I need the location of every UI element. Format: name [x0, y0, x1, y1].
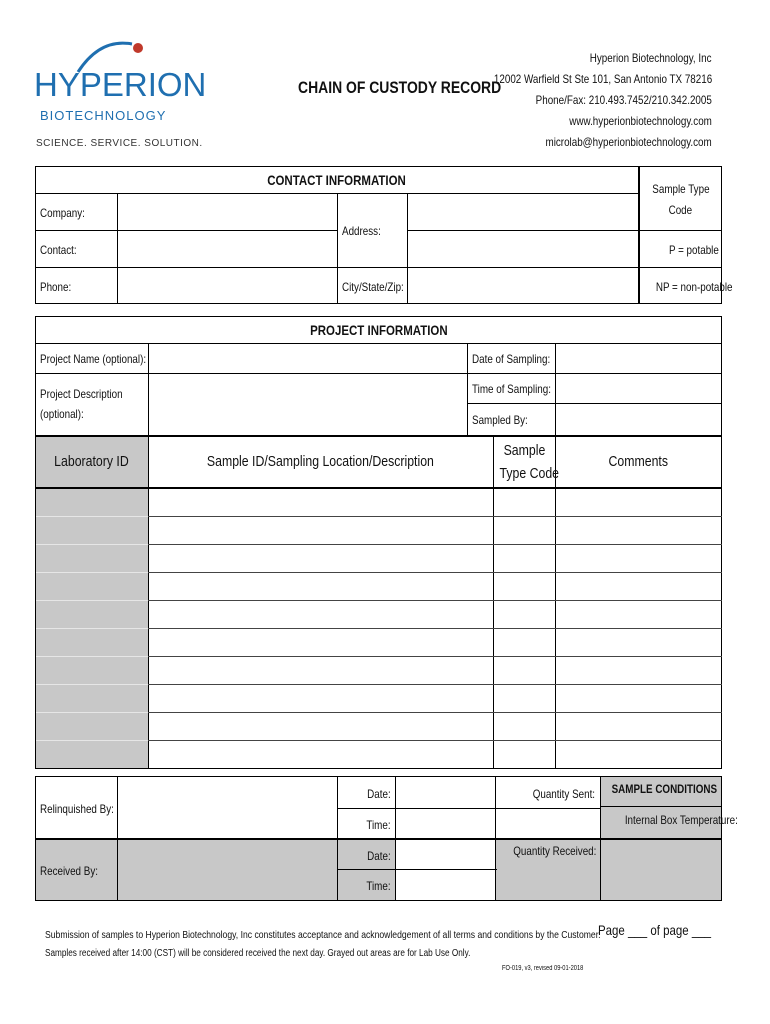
company-email: microlab@hyperionbiotechnology.com [545, 135, 712, 149]
lab-id-cell [36, 545, 148, 571]
sample-id-cell[interactable] [149, 685, 493, 711]
contact-label: Contact: [40, 243, 77, 257]
company-name: Hyperion Biotechnology, Inc [590, 51, 712, 65]
phone-label: Phone: [40, 280, 72, 294]
sample-type-code-cell[interactable] [494, 545, 555, 571]
company-website: www.hyperionbiotechnology.com [569, 114, 712, 128]
sample-id-cell[interactable] [149, 629, 493, 655]
address-label: Address: [342, 224, 381, 238]
comments-cell[interactable] [556, 685, 721, 711]
logo-tagline: SCIENCE. SERVICE. SOLUTION. [36, 138, 203, 149]
lab-id-cell [36, 517, 148, 543]
sample-type-code-cell[interactable] [494, 489, 555, 515]
time-of-sampling-field[interactable] [556, 374, 721, 403]
sample-type-code-cell[interactable] [494, 517, 555, 543]
time-of-sampling-label: Time of Sampling: [472, 382, 551, 396]
company-phone: Phone/Fax: 210.493.7452/210.342.2005 [535, 93, 712, 107]
lab-id-cell [36, 629, 148, 655]
contact-field[interactable] [118, 231, 336, 267]
date-of-sampling-label: Date of Sampling: [472, 352, 551, 366]
company-field[interactable] [118, 194, 336, 230]
sample-type-code-cell[interactable] [494, 685, 555, 711]
sample-type-code-cell[interactable] [494, 657, 555, 683]
quantity-sent-field[interactable] [496, 809, 599, 838]
comments-cell[interactable] [556, 657, 721, 683]
received-date-label: Date: [367, 849, 391, 863]
comments-cell[interactable] [556, 713, 721, 739]
sample-id-cell[interactable] [149, 573, 493, 599]
address-field[interactable] [408, 194, 638, 267]
company-address: 12002 Warfield St Ste 101, San Antonio TX 78216 [493, 72, 712, 86]
terms-text: Submission of samples to Hyperion Biotechnology, Inc constitutes acceptance and acknowledgement of all terms and conditions by the Customer. [45, 929, 601, 941]
comments-cell[interactable] [556, 545, 721, 571]
sample-id-cell[interactable] [149, 657, 493, 683]
received-date-field[interactable] [396, 840, 494, 869]
received-by-label: Received By: [40, 864, 98, 878]
lab-id-cell [36, 489, 148, 515]
project-description-label-2: (optional): [40, 407, 84, 421]
lab-id-cell [36, 713, 148, 739]
relinquished-by-field[interactable] [118, 777, 336, 838]
sampled-by-label: Sampled By: [472, 413, 528, 427]
non-potable-key: NP = non-potable [655, 280, 733, 294]
sample-type-key-title: Sample Type [651, 182, 710, 196]
project-info-title: PROJECT INFORMATION [309, 322, 448, 338]
sample-type-code-cell[interactable] [494, 573, 555, 599]
lab-id-cell [36, 601, 148, 627]
sample-type-code-cell[interactable] [494, 601, 555, 627]
sample-type-code-cell[interactable] [494, 629, 555, 655]
potable-key: P = potable [669, 243, 719, 257]
relinquished-by-label: Relinquished By: [40, 802, 114, 816]
phone-field[interactable] [118, 268, 336, 304]
received-by-field[interactable] [118, 840, 336, 900]
logo-subtitle: BIOTECHNOLOGY [40, 108, 167, 123]
sample-type-key-title-2: Code [668, 203, 693, 217]
quantity-sent-label: Quantity Sent: [532, 787, 595, 801]
comments-cell[interactable] [556, 741, 721, 767]
sample-id-cell[interactable] [149, 517, 493, 543]
project-name-label: Project Name (optional): [40, 352, 147, 366]
project-name-field[interactable] [149, 344, 466, 373]
form-title: CHAIN OF CUSTODY RECORD [298, 78, 502, 97]
lab-use-note: Samples received after 14:00 (CST) will be considered received the next day. Grayed out areas are for Lab Use Only. [45, 948, 471, 959]
sample-id-cell[interactable] [149, 545, 493, 571]
col-sample-type-code-2: Type Code [499, 465, 560, 482]
relinquished-date-label: Date: [367, 787, 391, 801]
sample-id-cell[interactable] [149, 601, 493, 627]
form-id: FO-019, v3, revised 09-01-2018 [502, 965, 584, 972]
sample-id-cell[interactable] [149, 741, 493, 767]
lab-id-cell [36, 573, 148, 599]
comments-cell[interactable] [556, 517, 721, 543]
col-sample-type-code: Sample [503, 442, 545, 459]
lab-id-cell [36, 685, 148, 711]
city-state-zip-label: City/State/Zip: [342, 280, 404, 294]
relinquished-time-field[interactable] [396, 809, 494, 838]
comments-cell[interactable] [556, 629, 721, 655]
received-time-field[interactable] [396, 870, 494, 900]
page-number: Page ___ of page ___ [598, 922, 711, 938]
comments-cell[interactable] [556, 489, 721, 515]
city-state-zip-field[interactable] [408, 268, 638, 304]
lab-id-cell [36, 741, 148, 767]
internal-box-temperature-label: Internal Box Temperature: [624, 813, 738, 827]
date-of-sampling-field[interactable] [556, 344, 721, 373]
sample-id-cell[interactable] [149, 489, 493, 515]
col-laboratory-id: Laboratory ID [54, 453, 129, 470]
logo-wordmark: HYPERION [34, 66, 207, 103]
relinquished-date-field[interactable] [396, 777, 494, 808]
col-comments: Comments [608, 453, 669, 470]
comments-cell[interactable] [556, 601, 721, 627]
project-description-field[interactable] [149, 374, 466, 435]
company-label: Company: [40, 206, 85, 220]
comments-cell[interactable] [556, 573, 721, 599]
sampled-by-field[interactable] [556, 404, 721, 435]
contact-info-title: CONTACT INFORMATION [267, 172, 407, 188]
sample-id-cell[interactable] [149, 713, 493, 739]
quantity-received-label: Quantity Received: [513, 844, 597, 858]
sample-type-code-cell[interactable] [494, 741, 555, 767]
sample-type-code-cell[interactable] [494, 713, 555, 739]
relinquished-time-label: Time: [366, 818, 391, 832]
lab-id-cell [36, 657, 148, 683]
received-time-label: Time: [366, 879, 391, 893]
project-description-label: Project Description [40, 387, 123, 401]
col-sample-id: Sample ID/Sampling Location/Description [207, 453, 434, 470]
sample-conditions-label: SAMPLE CONDITIONS [611, 782, 718, 796]
